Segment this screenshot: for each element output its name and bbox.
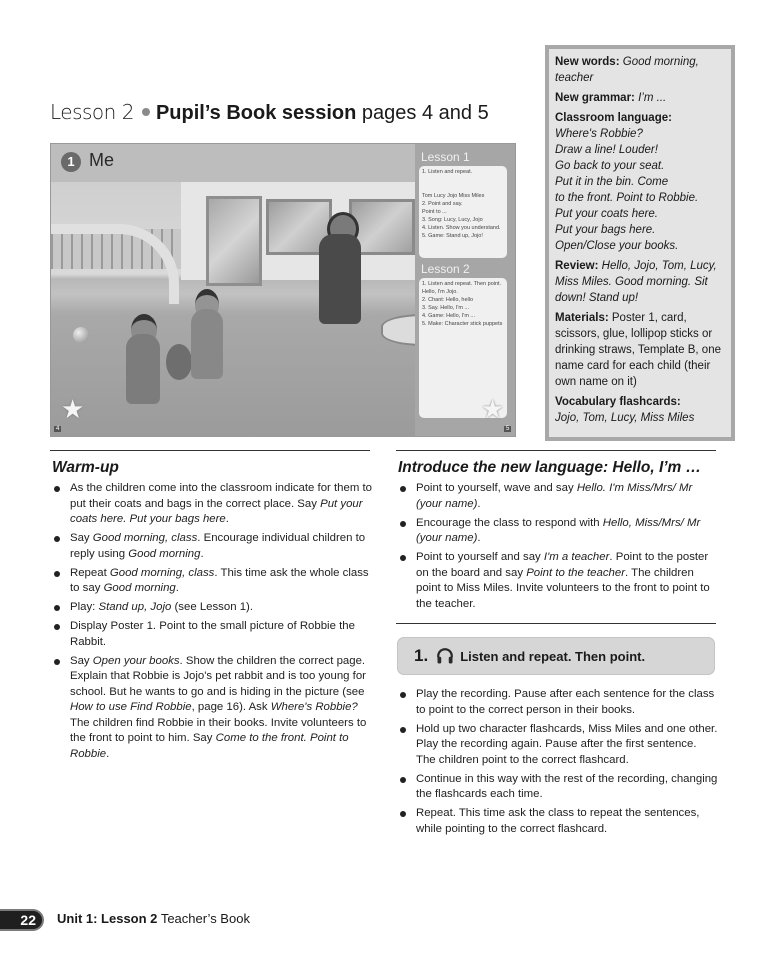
lesson1-item: Point to ... <box>422 209 447 215</box>
star-icon: ★ <box>61 394 85 424</box>
introduce-list <box>398 481 718 616</box>
page-number-badge: 22 <box>0 909 44 931</box>
footer-text <box>57 911 250 926</box>
warmup-heading: Warm-up <box>52 459 119 476</box>
headphones-icon <box>436 647 454 665</box>
materials-label: Materials: <box>555 312 609 324</box>
boy-figure <box>126 334 160 404</box>
classroom-language-line: Put your coats here. <box>555 208 658 220</box>
warmup-list <box>52 481 372 766</box>
session-pages: pages 4 and 5 <box>361 102 489 124</box>
classroom-language-line: to the front. Point to Robbie. <box>555 192 699 204</box>
right-page-number: 5 <box>506 426 510 432</box>
list-item: Repeat. This time ask the class to repeat the sentences, while pointing to the correct flashcard. <box>398 806 718 837</box>
lesson1-item: 5. Game: Stand up, Jojo! <box>422 233 483 239</box>
list-item: Hold up two character flashcards, Miss Miles and one other. Play the recording again. Pause after the first sentence. The children point to the correct flashcard. <box>398 722 718 769</box>
lesson2-item: 1. Listen and repeat. Then point. <box>422 281 502 287</box>
lesson2-title: Lesson 2 <box>421 262 470 276</box>
list-item: Continue in this way with the rest of the recording, changing the flashcards each time. <box>398 772 718 803</box>
list-item: Point to yourself and say I'm a teacher. Point to the poster on the board and say Point to the teacher. The children point to Miss Miles. Invite volunteers to the front to point to the teacher. <box>398 550 718 612</box>
list-item: As the children come into the classroom indicate for them to put their coats and bags in the correct place. Say Put your coats here. Put your bags here. <box>52 481 372 528</box>
new-words-value: Good morning, teacher <box>555 56 699 84</box>
lesson2-item: 5. Make: Character stick puppets <box>422 321 503 327</box>
classroom-language-line: Put it in the bin. Come <box>555 176 669 188</box>
classroom-language-line: Go back to your seat. <box>555 160 665 172</box>
lesson1-item: 1. Listen and repeat. <box>422 169 473 175</box>
school-door <box>206 196 262 286</box>
lesson1-item: 4. Listen. Show you understand. <box>422 225 501 231</box>
list-item: Play: Stand up, Jojo (see Lesson 1). <box>52 600 372 616</box>
pupils-book-illustration <box>50 143 516 437</box>
list-item: Say Open your books. Show the children the correct page. Explain that Robbie is Jojo's pet rabbit and is too young for school. But he wants to go and is hiding in the picture (see How to use Find Robbie, page 16). Ask Where's Robbie? The children find Robbie in their books. Invite volunteers to the front to point to him. Say Come to the front. Point to Robbie. <box>52 654 372 763</box>
review-value: Hello, Jojo, Tom, Lucy, Miss Miles. Good morning. Sit down! Stand up! <box>555 260 717 304</box>
session-label: Pupil’s Book session <box>155 102 357 124</box>
footer-book-name: Teacher’s Book <box>160 911 250 926</box>
divider <box>396 623 716 624</box>
activity-list <box>398 687 718 841</box>
activity-number: 1. <box>414 646 429 665</box>
lesson1-item: Tom Lucy Jojo Miss Miles <box>422 193 485 199</box>
lesson2-item: Hello, I'm Jojo. <box>422 289 458 295</box>
lesson-info-box <box>545 45 735 441</box>
bullet-dot-icon <box>142 108 150 116</box>
classroom-language-label: Classroom language: <box>555 112 672 124</box>
vocabulary-flashcards <box>555 394 725 426</box>
review <box>555 258 725 306</box>
lesson1-item: 3. Song: Lucy, Lucy, Jojo <box>422 217 483 223</box>
list-item: Point to yourself, wave and say Hello. I'm Miss/Mrs/ Mr (your name). <box>398 481 718 512</box>
review-label: Review: <box>555 260 599 272</box>
unit-title: Me <box>89 150 115 170</box>
ball <box>73 327 89 343</box>
classroom-language-line: Where's Robbie? <box>555 128 643 140</box>
new-words-label: New words: <box>555 56 620 68</box>
monkey-figure <box>166 344 192 380</box>
lesson2-item: 4. Game: Hello, I'm ... <box>422 313 476 319</box>
materials-value: Poster 1, card, scissors, glue, lollipop sticks or drinking straws, Template B, one name card for each child (their own name on it) <box>555 312 721 388</box>
list-item: Repeat Good morning, class. This time ask the whole class to say Good morning. <box>52 566 372 597</box>
vocab-label: Vocabulary flashcards: <box>555 396 681 408</box>
list-item: Display Poster 1. Point to the small picture of Robbie the Rabbit. <box>52 619 372 650</box>
unit-number-badge: 1 <box>61 152 81 172</box>
classroom-language <box>555 110 725 254</box>
lesson-label: Lesson 2 <box>50 100 134 124</box>
left-page-number: 4 <box>56 426 60 432</box>
new-grammar <box>555 90 725 106</box>
lesson-title <box>50 100 489 125</box>
new-grammar-label: New grammar: <box>555 92 635 104</box>
classroom-language-line: Draw a line! Louder! <box>555 144 658 156</box>
new-words <box>555 54 725 86</box>
lesson2-item: 3. Say. Hello, I'm ... <box>422 305 470 311</box>
list-item: Say Good morning, class. Encourage individual children to reply using Good morning. <box>52 531 372 562</box>
footer-unit-lesson: Unit 1: Lesson 2 <box>57 911 158 926</box>
new-grammar-value: I’m ... <box>638 92 667 104</box>
introduce-heading: Introduce the new language: Hello, I’m … <box>398 459 702 476</box>
materials <box>555 310 725 390</box>
lesson1-item: 2. Point and say. <box>422 201 463 207</box>
lesson2-item: 2. Chant: Hello, hello <box>422 297 474 303</box>
classroom-language-line: Open/Close your books. <box>555 240 679 252</box>
list-item: Encourage the class to respond with Hello, Miss/Mrs/ Mr (your name). <box>398 516 718 547</box>
classroom-language-line: Put your bags here. <box>555 224 656 236</box>
activity-label: Listen and repeat. Then point. <box>460 648 646 664</box>
girl-figure <box>191 309 223 379</box>
divider <box>396 450 716 451</box>
divider <box>50 450 370 451</box>
teacher-figure <box>319 234 361 324</box>
star-icon: ★ <box>481 394 505 424</box>
activity-header <box>397 637 715 675</box>
lesson1-title: Lesson 1 <box>421 150 470 164</box>
list-item: Play the recording. Pause after each sentence for the class to point to the correct person in their books. <box>398 687 718 718</box>
vocab-value: Jojo, Tom, Lucy, Miss Miles <box>555 412 695 424</box>
lesson1-card <box>419 166 507 258</box>
